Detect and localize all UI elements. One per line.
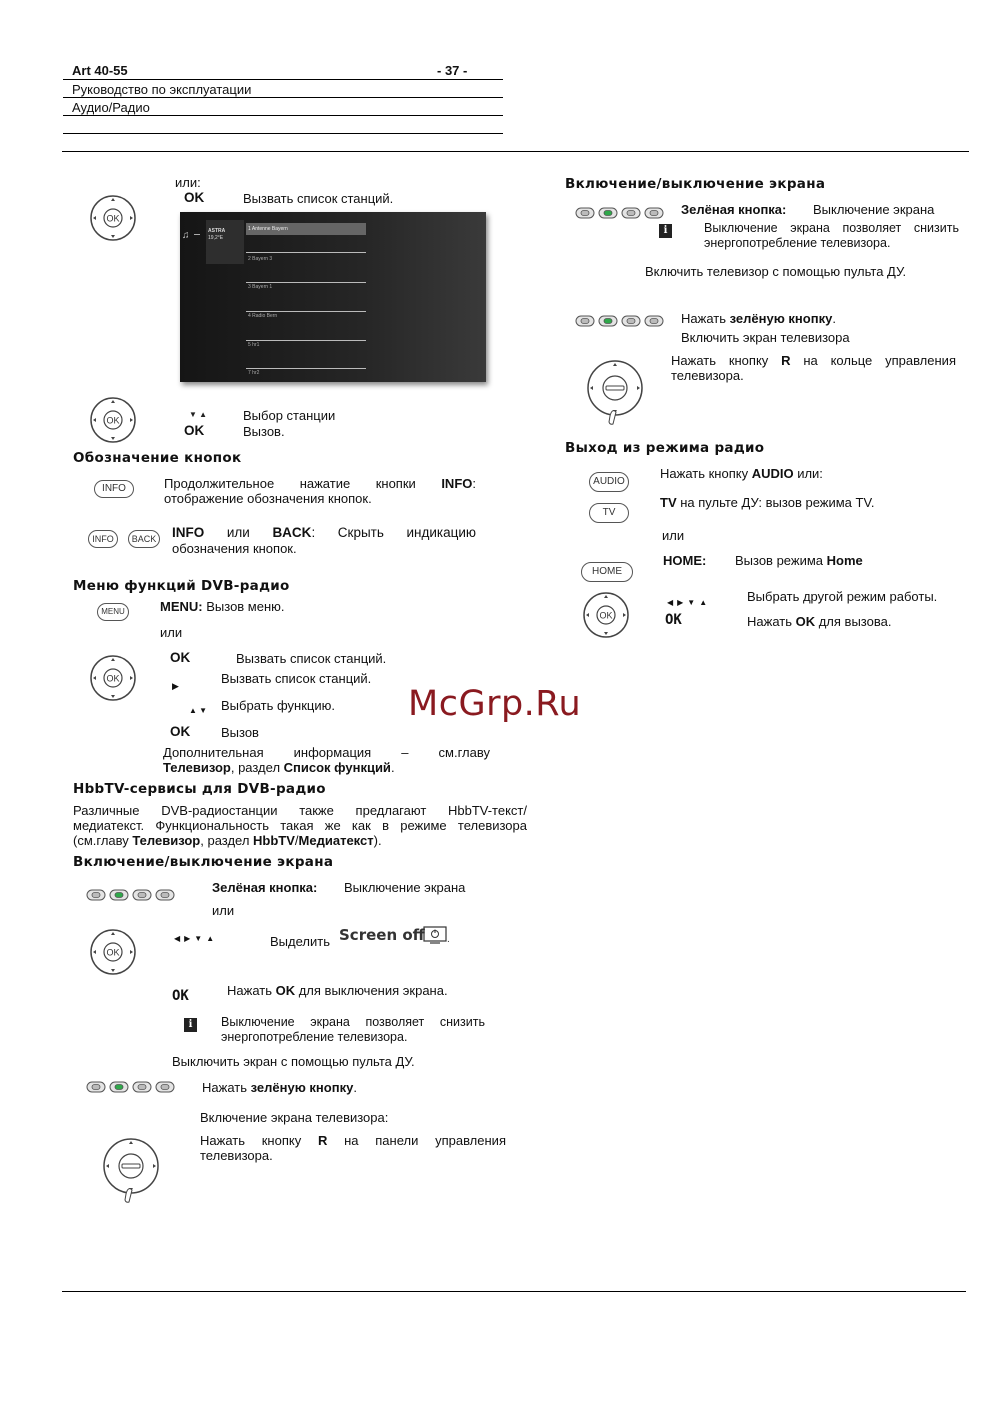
info-note-icon: i (659, 224, 672, 238)
header-page: - 37 - (437, 63, 468, 78)
audio-button-icon: AUDIO (589, 472, 629, 492)
or-text: или: (175, 175, 201, 190)
turn-on-screen-text: Включить экран телевизора (681, 330, 850, 345)
green-button-label: Зелёная кнопка: (212, 880, 318, 895)
direction-arrows-icon: ◀▶▼▲ (174, 934, 219, 943)
ok-ring-icon (89, 928, 137, 976)
call-station-list-text: Вызвать список станций. (243, 191, 394, 206)
ok-label: OK (172, 988, 189, 1004)
station-list-screenshot (180, 212, 486, 382)
ok-ring-icon (89, 194, 137, 242)
station-row: 3 Bayern 1 (248, 284, 273, 290)
header-manual: Руководство по эксплуатации (72, 82, 252, 97)
svg-text:OK: OK (599, 610, 613, 621)
ok-label: OK (184, 423, 205, 438)
press-green-text: Нажать зелёную кнопку. (202, 1080, 357, 1095)
color-buttons-icon (86, 888, 176, 902)
ok-ring-icon (89, 654, 137, 702)
info-button-icon: INFO (94, 480, 134, 498)
ok-ring-icon (582, 591, 630, 639)
heading-button-labels: Обозначение кнопок (73, 450, 242, 466)
svg-text:OK: OK (106, 213, 120, 224)
ok-ring-icon (89, 396, 137, 444)
up-down-arrows-icon: ▲ ▼ (189, 706, 208, 715)
station-row: 4 Radio Bern (248, 313, 278, 319)
station-row: 2 Bayern 3 (248, 256, 273, 262)
svg-text:OK: OK (106, 673, 120, 684)
note-icon: ♫ (182, 230, 190, 241)
call-text: Вызов. (243, 424, 285, 439)
green-button-label: Зелёная кнопка: (681, 202, 787, 217)
right-arrow-icon: ▶ (172, 681, 179, 691)
or-text: или (662, 528, 685, 543)
press-ok-text: Нажать OK для выключения экрана. (227, 983, 448, 998)
screen-off-text: Выключение экрана (344, 880, 466, 895)
satellite-label: ASTRA (208, 228, 226, 234)
tv-button-icon: TV (589, 503, 629, 523)
tv-text: TV на пульте ДУ: вызов режима TV. (660, 495, 875, 510)
menu-button-icon: MENU (97, 603, 129, 621)
choose-mode-text: Выбрать другой режим работы. (747, 589, 938, 604)
svg-text:.: . (447, 934, 450, 945)
header-model: Art 40-55 (72, 63, 128, 78)
or-text: или (160, 625, 183, 640)
svg-text:OK: OK (106, 415, 120, 426)
header-rule (63, 133, 503, 134)
press-green-text: Нажать зелёную кнопку. (681, 311, 836, 326)
screen-off-menu-item: Screen off (339, 926, 425, 944)
press-audio-text: Нажать кнопку AUDIO или: (660, 466, 823, 481)
heading-screen-onoff: Включение/выключение экрана (73, 854, 334, 870)
back-button-icon: BACK (128, 530, 160, 548)
choose-function-text: Выбрать функцию. (221, 698, 335, 713)
home-label: HOME: (663, 553, 707, 568)
header-rule (63, 79, 503, 80)
ok-label: OK (170, 724, 191, 739)
press-r-text: Нажать кнопку R на кольце управления телевизора. (671, 353, 956, 383)
ok-label: OK (665, 612, 682, 628)
hide-labels-text: INFO или BACK: Скрыть индикацию обозначения кнопок. (172, 525, 476, 556)
heading-dvb-menu: Меню функций DVB-радио (73, 578, 290, 594)
long-press-text: Продолжительное нажатие кнопки INFO: отображение обозначения кнопок. (164, 476, 476, 506)
watermark: McGrp.Ru (408, 684, 582, 724)
info-button-icon: INFO (88, 530, 118, 548)
color-buttons-icon (86, 1080, 176, 1094)
call-list-text: Вызвать список станций. (221, 671, 372, 686)
satellite-pos: 19,2°E (208, 235, 224, 241)
screen-on-text: Включение экрана телевизора: (200, 1110, 389, 1125)
heading-hbbtv: HbbTV-сервисы для DVB-радио (73, 781, 326, 797)
station-row: 7 hr2 (248, 370, 260, 376)
station-row: 1 Antenne Bayern (248, 226, 288, 232)
header-rule (63, 115, 503, 116)
heading-screen-onoff-right: Включение/выключение экрана (565, 176, 826, 192)
ok-label: OK (184, 190, 205, 205)
color-buttons-icon (575, 314, 665, 328)
header-chapter: Аудио/Радио (72, 100, 150, 115)
home-text: Вызов режима Home (735, 553, 863, 568)
turn-off-remote-text: Выключить экран с помощью пульта ДУ. (172, 1054, 415, 1069)
tv-control-ring-icon (100, 1134, 162, 1208)
home-button-icon: HOME (581, 562, 633, 582)
tv-power-icon (423, 926, 449, 946)
call-text: Вызов (221, 725, 259, 740)
station-row: 5 hr1 (248, 342, 260, 348)
press-ok-text: Нажать OK для вызова. (747, 614, 892, 629)
heading-exit-radio: Выход из режима радио (565, 440, 765, 456)
ok-label: OK (170, 650, 191, 665)
energy-note: Выключение экрана позволяет снизить энергопотребление телевизора. (221, 1015, 485, 1044)
direction-arrows-icon: ◀▶▼▲ (667, 598, 712, 607)
color-buttons-icon (575, 206, 665, 220)
energy-note: Выключение экрана позволяет снизить энергопотребление телевизора. (704, 221, 959, 250)
select-station-text: Выбор станции (243, 408, 336, 423)
turn-on-remote-text: Включить телевизор с помощью пульта ДУ. (645, 264, 907, 279)
bottom-divider (62, 1291, 966, 1292)
info-note-icon: i (184, 1018, 197, 1032)
up-down-arrows-icon: ▼ ▲ (189, 410, 208, 419)
top-divider (62, 151, 969, 152)
hbbtv-paragraph: Различные DVB-радиостанции также предлагают HbbTV-текст/ медиатекст. Функциональность такая же как в режиме телевизора (см.главу Телевизор, раздел HbbTV/Медиатекст). (73, 803, 527, 848)
screen-off-text: Выключение экрана (813, 202, 935, 217)
or-text: или (212, 903, 235, 918)
call-list-text: Вызвать список станций. (236, 651, 387, 666)
header-rule (63, 97, 503, 98)
menu-text: MENU: Вызов меню. (160, 599, 285, 614)
tv-control-ring-icon (584, 356, 646, 430)
svg-text:OK: OK (106, 947, 120, 958)
press-r-text: Нажать кнопку R на панели управления телевизора. (200, 1133, 506, 1163)
highlight-text: Выделить (270, 934, 330, 949)
more-info-text: Дополнительная информация – см.главу Телевизор, раздел Список функций. (163, 745, 490, 775)
